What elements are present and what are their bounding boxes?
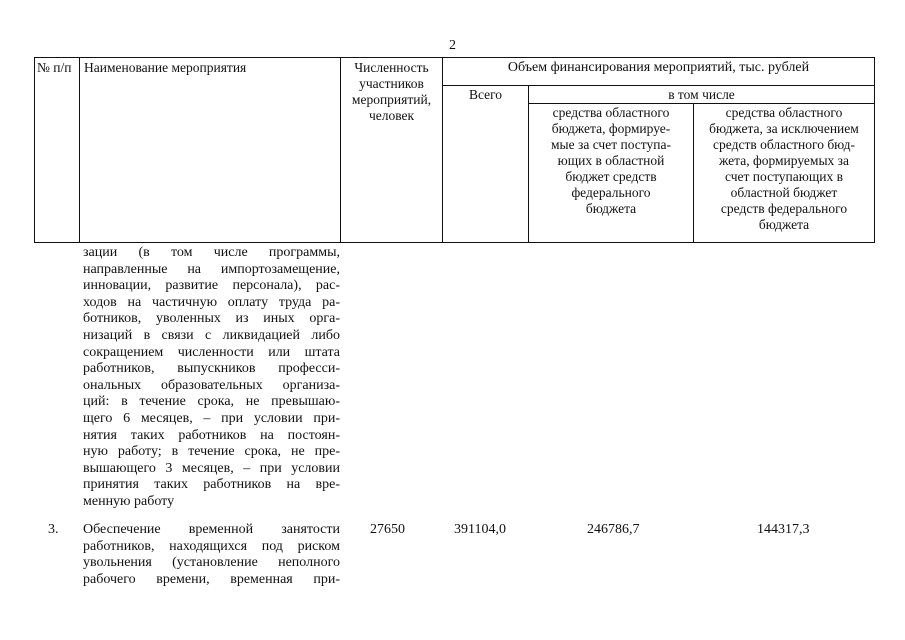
text-line: ций: в течение срока, не превышаю- xyxy=(83,394,340,410)
text-line: зации (в том числе программы, xyxy=(83,245,340,260)
header-federal-line: бюджет средств xyxy=(565,169,657,184)
text-line: направленные на импортозамещение, xyxy=(83,261,340,277)
text-line: увольнения (установление неполного xyxy=(83,555,340,571)
text-line: работников, выпускников професси- xyxy=(83,361,340,377)
header-participants-line: участников xyxy=(359,76,424,91)
page-number: 2 xyxy=(449,38,456,53)
row3-federal: 246786,7 xyxy=(587,522,640,537)
header-financing: Объем финансирования мероприятий, тыс. рублей xyxy=(507,60,810,75)
header-participants-line: мероприятий, xyxy=(351,92,432,107)
rule-left xyxy=(34,57,35,243)
header-federal-line: бюджета xyxy=(585,201,637,216)
text-line: ботников, уволенных из иных орга- xyxy=(83,311,340,327)
text-line: вышающего 3 месяцев, – при условии xyxy=(83,460,340,476)
rule-financing xyxy=(442,85,875,86)
header-regional-line: средств федерального xyxy=(720,201,848,216)
text-line: рабочего времени, временная при- xyxy=(83,571,340,587)
text-line: принятия таких работников на вре- xyxy=(83,477,340,493)
header-regional-line: областной бюджет xyxy=(730,185,838,200)
rule-including xyxy=(528,103,875,104)
header-regional-line: средств областного бюд- xyxy=(713,137,855,152)
header-regional-line: счет поступающих в xyxy=(725,169,843,184)
row3-regional: 144317,3 xyxy=(757,522,810,537)
text-line: ональных образовательных организа- xyxy=(83,377,340,393)
text-line: низаций в связи с ликвидацией либо xyxy=(83,327,340,343)
rule-col1 xyxy=(79,57,80,243)
header-regional-line: бюджета, за исключением xyxy=(709,121,859,136)
rule-bottom xyxy=(34,242,875,243)
header-participants xyxy=(341,60,442,124)
row3-name xyxy=(83,522,340,588)
header-federal-line: средства областного xyxy=(552,105,670,120)
rule-right xyxy=(874,57,875,243)
table-header xyxy=(34,57,875,243)
row3-number: 3. xyxy=(48,522,59,537)
header-including: в том числе xyxy=(668,87,735,102)
header-federal-line: мые за счет поступа- xyxy=(551,137,671,152)
header-regional-line: жета, формируемых за xyxy=(719,153,849,168)
header-federal xyxy=(529,105,693,217)
row3-total: 391104,0 xyxy=(454,522,506,537)
header-num: № п/п xyxy=(37,60,72,75)
header-federal-line: бюджета, формируе- xyxy=(551,121,671,136)
header-participants-line: человек xyxy=(368,108,415,123)
text-line: работников, находящихся под риском xyxy=(83,538,340,554)
text-line: щего 6 месяцев, – при условии при- xyxy=(83,410,340,426)
header-regional-line: средства областного xyxy=(725,105,843,120)
text-line: Обеспечение временной занятости xyxy=(83,522,340,537)
text-line: ную работу; в течение срока, не пре- xyxy=(83,444,340,460)
text-line: менную работу xyxy=(83,493,175,509)
previous-row-continuation xyxy=(83,245,340,511)
row3-participants: 27650 xyxy=(370,522,405,537)
header-regional xyxy=(694,105,874,233)
text-line: ходов на частичную оплату труда ра- xyxy=(83,294,340,310)
header-name: Наименование мероприятия xyxy=(84,60,247,75)
header-total: Всего xyxy=(468,87,503,102)
rule-top xyxy=(34,57,875,58)
text-line: нятия таких работников на постоян- xyxy=(83,427,340,443)
header-participants-line: Численность xyxy=(354,60,429,75)
text-line: сокращением численности или штата xyxy=(83,344,340,360)
header-regional-line: бюджета xyxy=(758,217,810,232)
header-federal-line: федерального xyxy=(571,185,651,200)
header-federal-line: ющих в областной xyxy=(557,153,665,168)
text-line: инновации, развитие персонала), рас- xyxy=(83,278,340,294)
rule-col3 xyxy=(442,57,443,243)
